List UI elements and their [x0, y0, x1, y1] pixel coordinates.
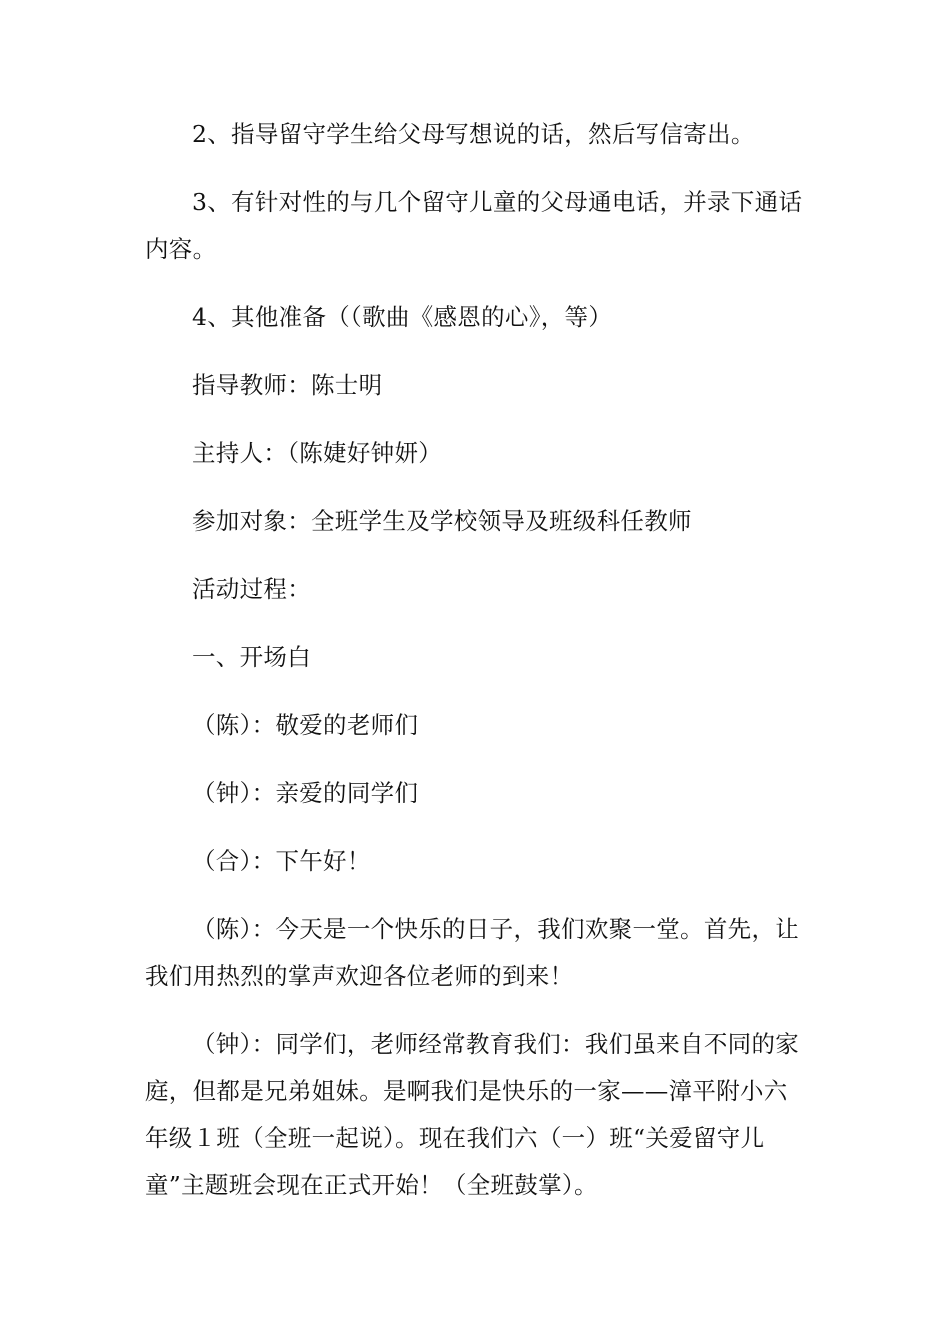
paragraph-prep-item-3: 3、有针对性的与几个留守儿童的父母通电话，并录下通话内容。 — [145, 188, 803, 263]
paragraph-instructor: 指导教师：陈士明 — [192, 371, 383, 399]
document-body — [145, 111, 810, 1230]
paragraph-line-together: （合）：下午好！ — [192, 847, 371, 875]
paragraph-line-chen-1: （陈）：敬爱的老师们 — [192, 711, 419, 739]
paragraph-line-zhong-1: （钟）：亲爱的同学们 — [192, 779, 419, 807]
paragraph-prep-item-2: 2、指导留守学生给父母写想说的话，然后写信寄出。 — [192, 120, 755, 148]
paragraph-section-opening: 一、开场白 — [192, 643, 311, 671]
paragraph-line-chen-2: （陈）：今天是一个快乐的日子，我们欢聚一堂。首先，让我们用热烈的掌声欢迎各位老师的到来！ — [145, 915, 800, 990]
paragraph-process-heading: 活动过程： — [192, 575, 311, 603]
paragraph-prep-item-4: 4、其他准备（（歌曲《感恩的心》，等） — [192, 303, 613, 331]
paragraph-line-zhong-2: （钟）：同学们，老师经常教育我们：我们虽来自不同的家庭，但都是兄弟姐妹。是啊我们是快乐的一家——漳平附小六年级１班（全班一起说）。现在我们六（一）班“关爱留守儿童”主题班会现在正式开始！（全班鼓掌）。 — [145, 1030, 800, 1199]
paragraph-participants: 参加对象：全班学生及学校领导及班级科任教师 — [192, 507, 692, 535]
paragraph-hosts: 主持人：（陈婕好钟妍） — [192, 439, 443, 467]
